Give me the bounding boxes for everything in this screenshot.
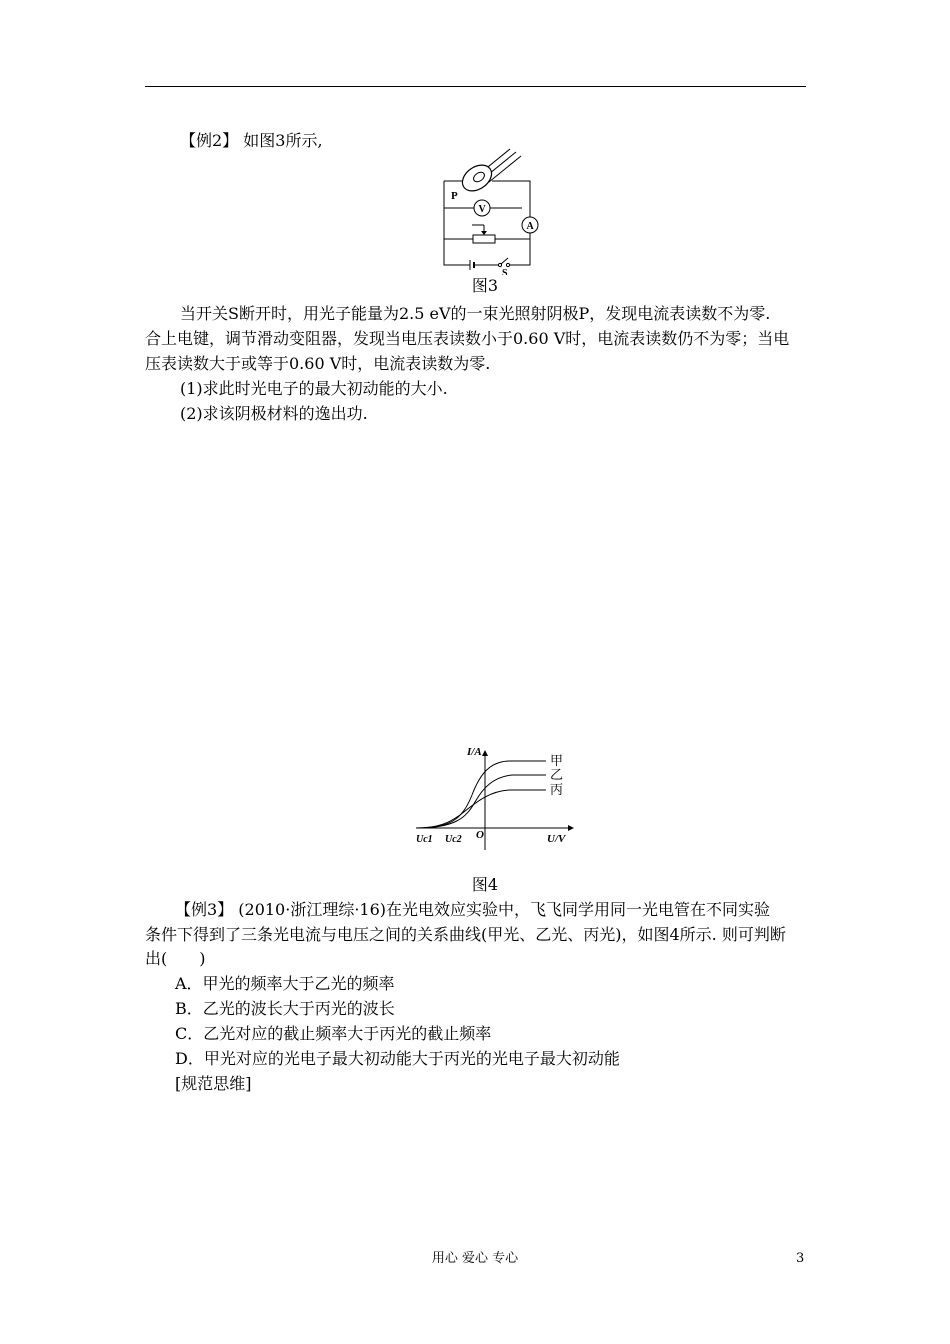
- example3-para-line1: 【例3】 (2010·浙江理综·16)在光电效应实验中，飞飞同学用同一光电管在不同实验: [175, 900, 771, 919]
- page-number: 3: [796, 1251, 805, 1266]
- example2-title: 【例2】 如图3所示,: [180, 131, 323, 150]
- header-rule: [145, 86, 806, 87]
- voltmeter-label: V: [478, 204, 486, 215]
- switch-label: S: [502, 268, 508, 275]
- curve-bing: [416, 790, 546, 828]
- example3-option-d: D．甲光对应的光电子最大初动能大于丙光的光电子最大初动能: [175, 1049, 620, 1068]
- example3-option-b: B．乙光的波长大于丙光的波长: [175, 999, 395, 1018]
- x-tick-uc1: Uc1: [416, 834, 433, 845]
- example2-para-line3: 压表读数大于或等于0.60 V时，电流表读数为零.: [145, 354, 491, 373]
- example2-question2: (2)求该阴极材料的逸出功.: [180, 404, 368, 423]
- origin-label: O: [476, 829, 484, 841]
- ammeter-label: A: [526, 221, 534, 232]
- y-axis-label: I/A: [467, 746, 482, 758]
- example3-para-line2: 条件下得到了三条光电流与电压之间的关系曲线(甲光、乙光、丙光)，如图4所示. 则可判断: [145, 925, 786, 944]
- footer-slogan: 用心 爱心 专心: [431, 1251, 519, 1266]
- example3-note: [规范思维]: [175, 1074, 252, 1093]
- example3-option-a: A．甲光的频率大于乙光的频率: [175, 974, 395, 993]
- curve-yi: [416, 775, 546, 828]
- figure3-caption: 图3: [471, 276, 499, 295]
- figure4-caption: 图4: [471, 875, 499, 894]
- figure4-iv-chart: [410, 740, 580, 852]
- example3-para-line3: 出( ): [145, 949, 206, 968]
- curve-label-jia: 甲: [550, 753, 564, 768]
- x-axis-label: U/V: [547, 833, 566, 845]
- example2-para-line2: 合上电键，调节滑动变阻器，发现当电压表读数小于0.60 V时，电流表读数仍不为零；当电: [145, 329, 790, 348]
- x-tick-uc2: Uc2: [445, 834, 462, 845]
- curve-jia: [416, 761, 546, 828]
- curve-label-bing: 丙: [550, 782, 564, 797]
- cathode-label: P: [451, 190, 458, 202]
- figure3-circuit: [430, 145, 550, 275]
- example2-para-line1: 当开关S断开时，用光子能量为2.5 eV的一束光照射阴极P，发现电流表读数不为零.: [180, 304, 771, 323]
- example2-question1: (1)求此时光电子的最大初动能的大小.: [180, 379, 448, 398]
- example3-option-c: C．乙光对应的截止频率大于丙光的截止频率: [175, 1024, 492, 1043]
- curve-label-yi: 乙: [550, 767, 564, 782]
